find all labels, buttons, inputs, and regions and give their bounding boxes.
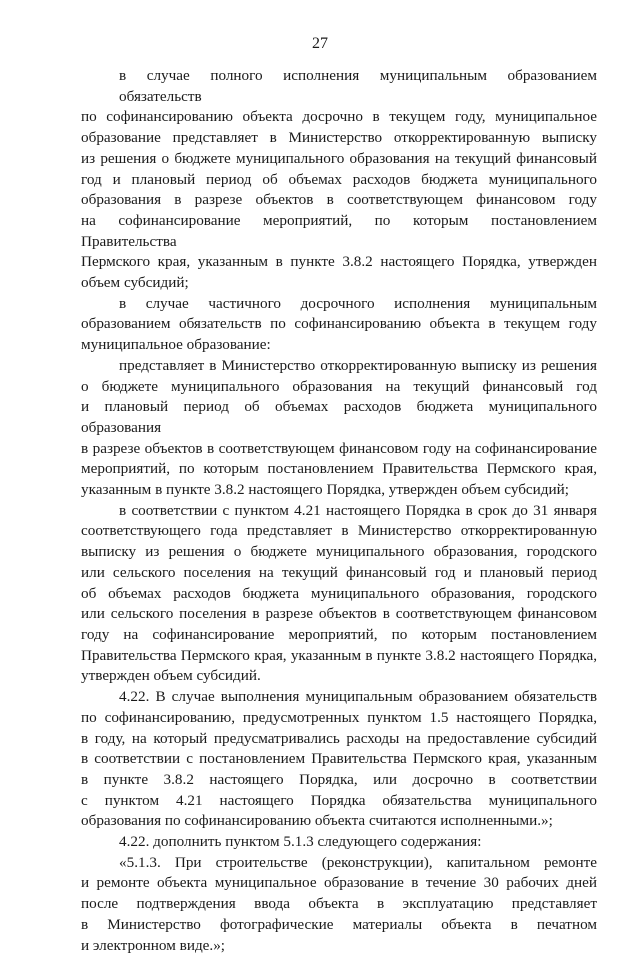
paragraph-clause-4-22	[81, 687, 597, 832]
text-line: 4.22. В случае выполнения муниципальным образованием обязательств	[119, 688, 597, 706]
text-line: году на софинансирование мероприятий, по которым постановлением	[81, 625, 597, 643]
text-line: по софинансированию объекта досрочно в текущем году, муниципальное	[81, 108, 597, 126]
text-line: в соответствии с постановлением Правительства Пермского края, указанным	[81, 750, 597, 768]
paragraph-clause-5-1-3	[81, 853, 597, 956]
text-line: или сельского поселения в разрезе объектов в соответствующем финансовом	[81, 605, 597, 623]
text-line: 4.22. дополнить пунктом 5.1.3 следующего содержания:	[119, 833, 482, 851]
text-line: образования по софинансированию объекта считаются исполненными.»;	[81, 812, 553, 830]
paragraph-deadline-january	[81, 501, 597, 687]
text-line: Правительства Пермского края, указанным в пункте 3.8.2 настоящего Порядка,	[81, 646, 597, 664]
text-line: мероприятий, по которым постановлением Правительства Пермского края,	[81, 460, 597, 478]
text-line: образование представляет в Министерство откорректированную выписку	[81, 129, 597, 147]
text-line: объем субсидий;	[81, 274, 189, 292]
text-line: о бюджете муниципального образования на текущий финансовый год	[81, 377, 597, 395]
text-line: после подтверждения ввода объекта в эксплуатацию представляет	[81, 895, 597, 913]
text-line: Пермского края, указанным в пункте 3.8.2 настоящего Порядка, утвержден	[81, 253, 597, 271]
paragraph-partial-fulfillment	[81, 294, 597, 356]
text-line: в году, на который предусматривались расходы на предоставление субсидий	[81, 729, 597, 747]
text-line: и ремонте объекта муниципальное образование в течение 30 рабочих дней	[81, 874, 597, 892]
text-line: по софинансированию, предусмотренных пунктом 1.5 настоящего Порядка,	[81, 708, 597, 726]
text-line: год и плановый период об объемах расходов бюджета муниципального	[81, 170, 597, 188]
paragraph-amendment-5-1-3	[81, 832, 597, 853]
text-line: из решения о бюджете муниципального образования на текущий финансовый	[81, 149, 597, 167]
paragraph-full-fulfillment	[81, 66, 597, 294]
text-line: утвержден объем субсидий.	[81, 667, 261, 685]
text-line: указанным в пункте 3.8.2 настоящего Порядка, утвержден объем субсидий;	[81, 481, 570, 499]
text-line: об объемах расходов бюджета муниципального образования, городского	[81, 584, 597, 602]
paragraph-submits-extract	[81, 356, 597, 501]
text-line: образованием обязательств по софинансированию объекта в текущем году	[81, 315, 597, 333]
text-line: в разрезе объектов в соответствующем финансовом году на софинансирование	[81, 439, 597, 457]
text-line: представляет в Министерство откорректированную выписку из решения	[119, 356, 597, 374]
text-line: в случае частичного досрочного исполнения муниципальным	[119, 294, 597, 312]
text-line: выписку из решения о бюджете муниципального образования, городского	[81, 543, 597, 561]
text-line: или сельского поселения на текущий финансовый год и плановый период	[81, 563, 597, 581]
text-line: в соответствии с пунктом 4.21 настоящего Порядка в срок до 31 января	[119, 501, 597, 519]
text-line: соответствующего года представляет в Министерство откорректированную	[81, 522, 597, 540]
text-line: на софинансирование мероприятий, по которым постановлением Правительства	[81, 211, 597, 250]
page-number: 27	[312, 35, 328, 52]
text-line: в пункте 3.8.2 настоящего Порядка, или досрочно в соответствии	[81, 770, 597, 788]
text-line: с пунктом 4.21 настоящего Порядка обязательства муниципального	[81, 791, 597, 809]
text-line: и плановый период об объемах расходов бюджета муниципального образования	[81, 398, 597, 436]
text-line: в Министерство фотографические материалы объекта в печатном	[81, 915, 597, 933]
document-body	[81, 66, 597, 956]
text-line: и электронном виде.»;	[81, 936, 226, 954]
text-line: «5.1.3. При строительстве (реконструкции), капитальном ремонте	[119, 853, 597, 871]
text-line: в случае полного исполнения муниципальным образованием обязательств	[119, 67, 597, 105]
text-line: образования в разрезе объектов в соответствующем финансовом году	[81, 191, 597, 209]
text-line: муниципальное образование:	[81, 336, 271, 354]
